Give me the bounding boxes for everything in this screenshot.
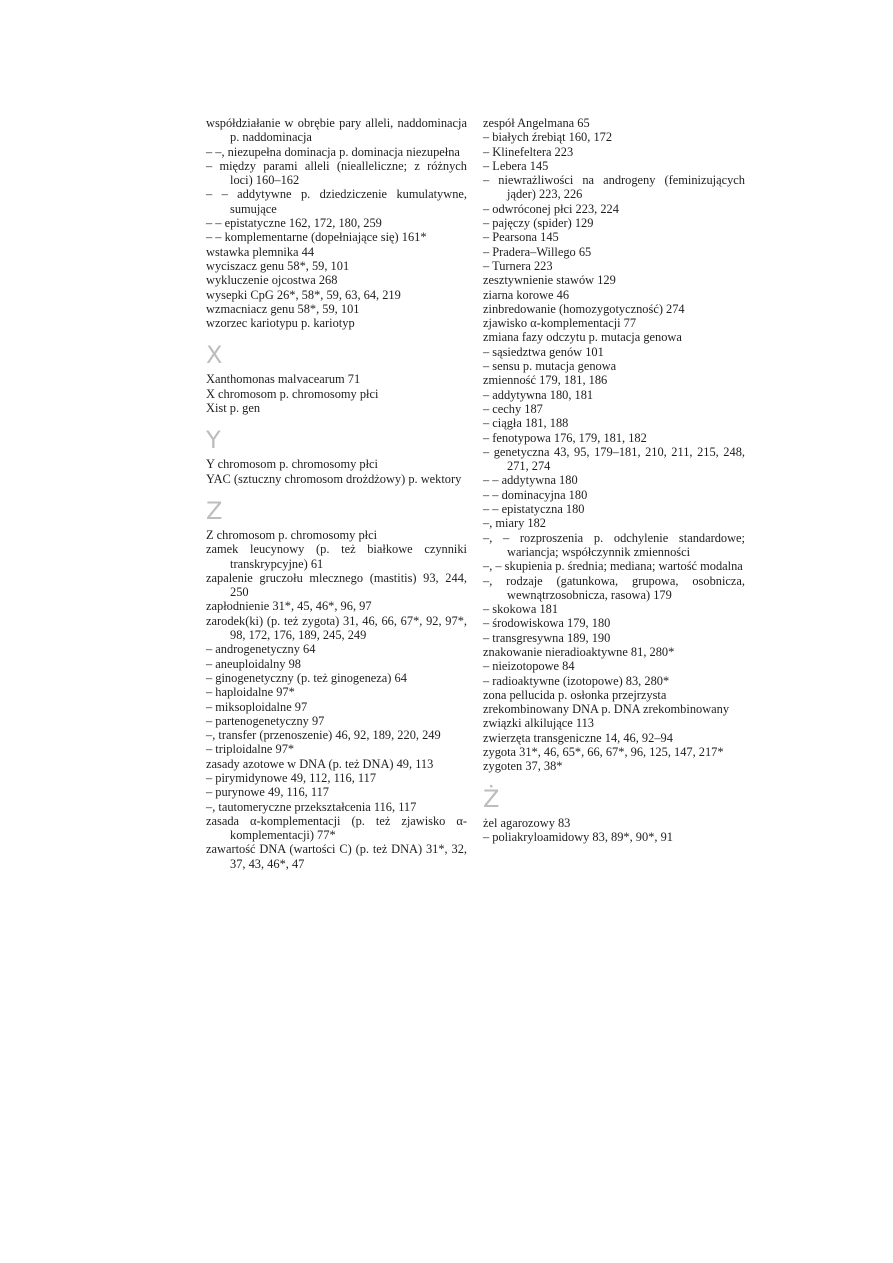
index-entry: – – dominacyjna 180 bbox=[483, 487, 588, 502]
index-entry: Z chromosom p. chromosomy płci bbox=[206, 527, 378, 542]
left-column bbox=[206, 116, 467, 871]
index-entry: – partenogenetyczny 97 bbox=[206, 713, 325, 728]
index-entry: zygoten 37, 38* bbox=[483, 759, 563, 774]
index-entry: – nieizotopowe 84 bbox=[483, 659, 575, 674]
section-heading-y bbox=[206, 419, 467, 453]
index-entry: – pajęczy (spider) 129 bbox=[483, 216, 594, 231]
entries-z bbox=[206, 528, 467, 871]
index-entry: – ginogenetyczny (p. też ginogeneza) 64 bbox=[206, 670, 407, 685]
index-entry: – ciągła 181, 188 bbox=[483, 416, 569, 431]
index-entry: zamek leucynowy (p. też białkowe czynniki transkrypcyjne) 61 bbox=[206, 542, 467, 571]
section-heading-z bbox=[206, 490, 467, 524]
index-entry: – sensu p. mutacja genowa bbox=[483, 359, 617, 374]
index-entry: związki alkilujące 113 bbox=[483, 716, 595, 731]
index-entry: – – addytywna 180 bbox=[483, 473, 578, 488]
index-entry: zawartość DNA (wartości C) (p. też DNA) 31*, 32, 37, 43, 46*, 47 bbox=[206, 842, 467, 871]
section-letter: Y bbox=[206, 426, 221, 455]
index-entry: zmiana fazy odczytu p. mutacja genowa bbox=[483, 330, 682, 345]
index-entry: –, rodzaje (gatunkowa, grupowa, osobnicza, wewnątrzosobnicza, rasowa) 179 bbox=[483, 573, 745, 602]
entries-w bbox=[206, 116, 467, 330]
index-entry: – białych źrebiąt 160, 172 bbox=[483, 130, 613, 145]
index-entry: YAC (sztuczny chromosom drożdżowy) p. wektory bbox=[206, 471, 462, 486]
index-entry: –, miary 182 bbox=[483, 516, 546, 531]
index-entry: – haploidalne 97* bbox=[206, 685, 295, 700]
index-entry: ziarna korowe 46 bbox=[483, 287, 570, 302]
index-entry: – Klinefeltera 223 bbox=[483, 144, 574, 159]
index-entry: wyciszacz genu 58*, 59, 101 bbox=[206, 258, 350, 273]
entries-x bbox=[206, 372, 467, 415]
index-entry: zona pellucida p. osłonka przejrzysta bbox=[483, 687, 667, 702]
index-entry: –, transfer (przenoszenie) 46, 92, 189, 220, 249 bbox=[206, 728, 441, 743]
index-entry: – fenotypowa 176, 179, 181, 182 bbox=[483, 430, 647, 445]
right-column bbox=[483, 116, 745, 844]
index-entry: zapłodnienie 31*, 45, 46*, 96, 97 bbox=[206, 599, 372, 614]
index-entry: Xanthomonas malvacearum 71 bbox=[206, 372, 361, 387]
index-entry: wysepki CpG 26*, 58*, 59, 63, 64, 219 bbox=[206, 287, 401, 302]
index-entry: żel agarozowy 83 bbox=[483, 815, 571, 830]
index-entry: wzmacniacz genu 58*, 59, 101 bbox=[206, 301, 360, 316]
index-entry: – środowiskowa 179, 180 bbox=[483, 616, 611, 631]
index-entry: wstawka plemnika 44 bbox=[206, 244, 315, 259]
index-entry: Y chromosom p. chromosomy płci bbox=[206, 457, 378, 472]
entries-y bbox=[206, 457, 467, 486]
index-entry: wykluczenie ojcostwa 268 bbox=[206, 273, 338, 288]
index-entry: – transgresywna 189, 190 bbox=[483, 630, 611, 645]
entries-z-dot bbox=[483, 816, 745, 845]
index-entry: – poliakryloamidowy 83, 89*, 90*, 91 bbox=[483, 829, 673, 844]
index-entry: – – epistatyczna 180 bbox=[483, 502, 585, 517]
index-entry: – Pradera–Willego 65 bbox=[483, 244, 592, 259]
index-entry: zasada α-komplementacji (p. też zjawisko α-komplementacji) 77* bbox=[206, 813, 467, 843]
section-heading-x bbox=[206, 334, 467, 368]
entries-z-continued bbox=[483, 116, 745, 774]
index-entry: zwierzęta transgeniczne 14, 46, 92–94 bbox=[483, 730, 673, 745]
index-entry: zmienność 179, 181, 186 bbox=[483, 373, 608, 388]
index-entry: – – komplementarne (dopełniające się) 161* bbox=[206, 230, 427, 245]
index-entry: – między parami alleli (nieallelicznе; z różnych loci) 160–162 bbox=[206, 158, 467, 188]
index-entry: zasady azotowe w DNA (p. też DNA) 49, 113 bbox=[206, 756, 434, 771]
index-entry: – Turnera 223 bbox=[483, 258, 553, 273]
index-entry: zapalenie gruczołu mlecznego (mastitis) 93, 244, 250 bbox=[206, 570, 467, 600]
index-entry: Xist p. gen bbox=[206, 401, 261, 416]
index-entry: – Lebera 145 bbox=[483, 158, 549, 173]
index-entry: – niewrażliwości na androgeny (feminizujących jąder) 223, 226 bbox=[483, 173, 745, 202]
index-entry: – – addytywne p. dziedziczenie kumulatywne, sumujące bbox=[206, 187, 467, 216]
index-entry: wzorzec kariotypu p. kariotyp bbox=[206, 316, 355, 331]
index-entry: – radioaktywne (izotopowe) 83, 280* bbox=[483, 673, 670, 688]
index-entry: – miksoploidalne 97 bbox=[206, 699, 308, 714]
index-entry: – purynowe 49, 116, 117 bbox=[206, 785, 329, 800]
index-entry: – androgenetyczny 64 bbox=[206, 642, 316, 657]
index-entry: X chromosom p. chromosomy płci bbox=[206, 386, 379, 401]
index-entry: – skokowa 181 bbox=[483, 602, 559, 617]
index-entry: –, tautomeryczne przekształcenia 116, 117 bbox=[206, 799, 417, 814]
index-entry: – genetyczna 43, 95, 179–181, 210, 211, 215, 248, 271, 274 bbox=[483, 444, 745, 474]
section-letter: X bbox=[206, 341, 223, 370]
index-entry: – pirymidynowe 49, 112, 116, 117 bbox=[206, 770, 377, 785]
index-entry: – –, niezupełna dominacja p. dominacja niezupełna bbox=[206, 144, 460, 159]
section-letter: Z bbox=[206, 496, 223, 525]
index-entry: – aneuploidalny 98 bbox=[206, 656, 301, 671]
index-entry: – cechy 187 bbox=[483, 401, 543, 416]
index-entry: współdziałanie w obrębie pary alleli, naddominacja p. naddominacja bbox=[206, 116, 467, 145]
section-heading-z-dot bbox=[483, 778, 745, 812]
index-entry: zespół Angelmana 65 bbox=[483, 116, 590, 130]
index-entry: – Pearsona 145 bbox=[483, 230, 559, 245]
index-entry: – sąsiedztwa genów 101 bbox=[483, 344, 604, 359]
index-entry: – addytywna 180, 181 bbox=[483, 387, 594, 402]
index-entry: zesztywnienie stawów 129 bbox=[483, 273, 616, 288]
index-entry: – triploidalne 97* bbox=[206, 742, 295, 757]
index-entry: zrekombinowany DNA p. DNA zrekombinowany bbox=[483, 702, 730, 717]
index-entry: – odwróconej płci 223, 224 bbox=[483, 201, 619, 216]
index-entry: zarodek(ki) (p. też zygota) 31, 46, 66, 67*, 92, 97*, 98, 172, 176, 189, 245, 249 bbox=[206, 613, 467, 643]
index-entry: –, – skupienia p. średnia; mediana; wartość modalna bbox=[483, 559, 743, 574]
index-entry: –, – rozproszenia p. odchylenie standardowe; wariancja; współczynnik zmienności bbox=[483, 530, 745, 559]
section-letter: Ż bbox=[483, 784, 500, 813]
index-entry: zinbredowanie (homozygotyczność) 274 bbox=[483, 301, 685, 316]
index-entry: zygota 31*, 46, 65*, 66, 67*, 96, 125, 147, 217* bbox=[483, 745, 724, 760]
index-entry: zjawisko α-komplementacji 77 bbox=[483, 316, 637, 331]
index-entry: – – epistatyczne 162, 172, 180, 259 bbox=[206, 216, 382, 231]
index-entry: znakowanie nieradioaktywne 81, 280* bbox=[483, 644, 675, 659]
